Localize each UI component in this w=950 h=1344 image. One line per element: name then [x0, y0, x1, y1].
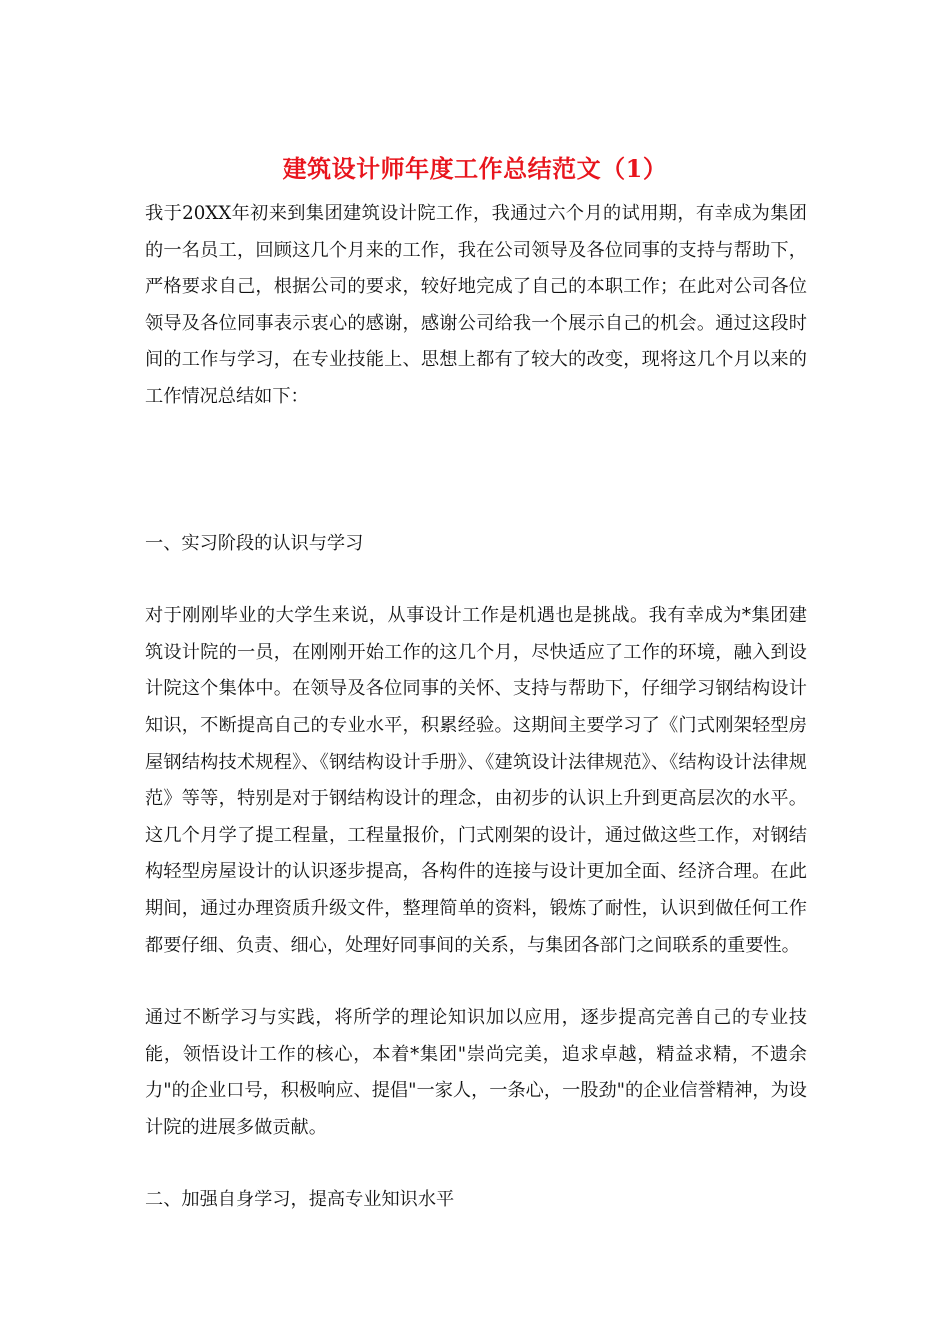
- spacer: [145, 416, 807, 526]
- document-title: 建筑设计师年度工作总结范文（1）: [282, 154, 668, 183]
- spacer: [145, 1146, 807, 1182]
- section1-paragraph-2: 通过不断学习与实践，将所学的理论知识加以应用，逐步提高完善自己的专业技能，领悟设计工作的核心，本着*集团"崇尚完美，追求卓越，精益求精，不遗余力"的企业口号，积极响应、提倡"一家人，一条心，一股劲"的企业信誉精神，为设计院的进展多做贡献。: [145, 1007, 807, 1138]
- section-heading-1: 一、实习阶段的认识与学习: [145, 532, 364, 554]
- spacer: [145, 562, 807, 598]
- document-body: [145, 196, 807, 1219]
- section1-paragraph-1: 对于刚刚毕业的大学生来说，从事设计工作是机遇也是挑战。我有幸成为*集团建筑设计院的一员，在刚刚开始工作的这几个月，尽快适应了工作的环境，融入到设计院这个集体中。在领导及各位同事的关怀、支持与帮助下，仔细学习钢结构设计知识，不断提高自己的专业水平，积累经验。这期间主要学习了《门式刚架轻型房屋钢结构技术规程》、《钢结构设计手册》、《建筑设计法律规范》、《结构设计法律规范》等等，特别是对于钢结构设计的理念，由初步的认识上升到更高层次的水平。这几个月学了提工程量，工程量报价，门式刚架的设计，通过做这些工作，对钢结构轻型房屋设计的认识逐步提高，各构件的连接与设计更加全面、经济合理。在此期间，通过办理资质升级文件，整理简单的资料，锻炼了耐性，认识到做任何工作都要仔细、负责、细心，处理好同事间的关系，与集团各部门之间联系的重要性。: [145, 605, 807, 956]
- intro-paragraph: 我于20XX年初来到集团建筑设计院工作，我通过六个月的试用期，有幸成为集团的一名员工，回顾这几个月来的工作，我在公司领导及各位同事的支持与帮助下，严格要求自己，根据公司的要求，较好地完成了自己的本职工作；在此对公司各位领导及各位同事表示衷心的感谢，感谢公司给我一个展示自己的机会。通过这段时间的工作与学习，在专业技能上、思想上都有了较大的改变，现将这几个月以来的工作情况总结如下：: [145, 203, 807, 407]
- section-heading-2: 二、加强自身学习，提高专业知识水平: [145, 1189, 455, 1211]
- spacer: [145, 964, 807, 1000]
